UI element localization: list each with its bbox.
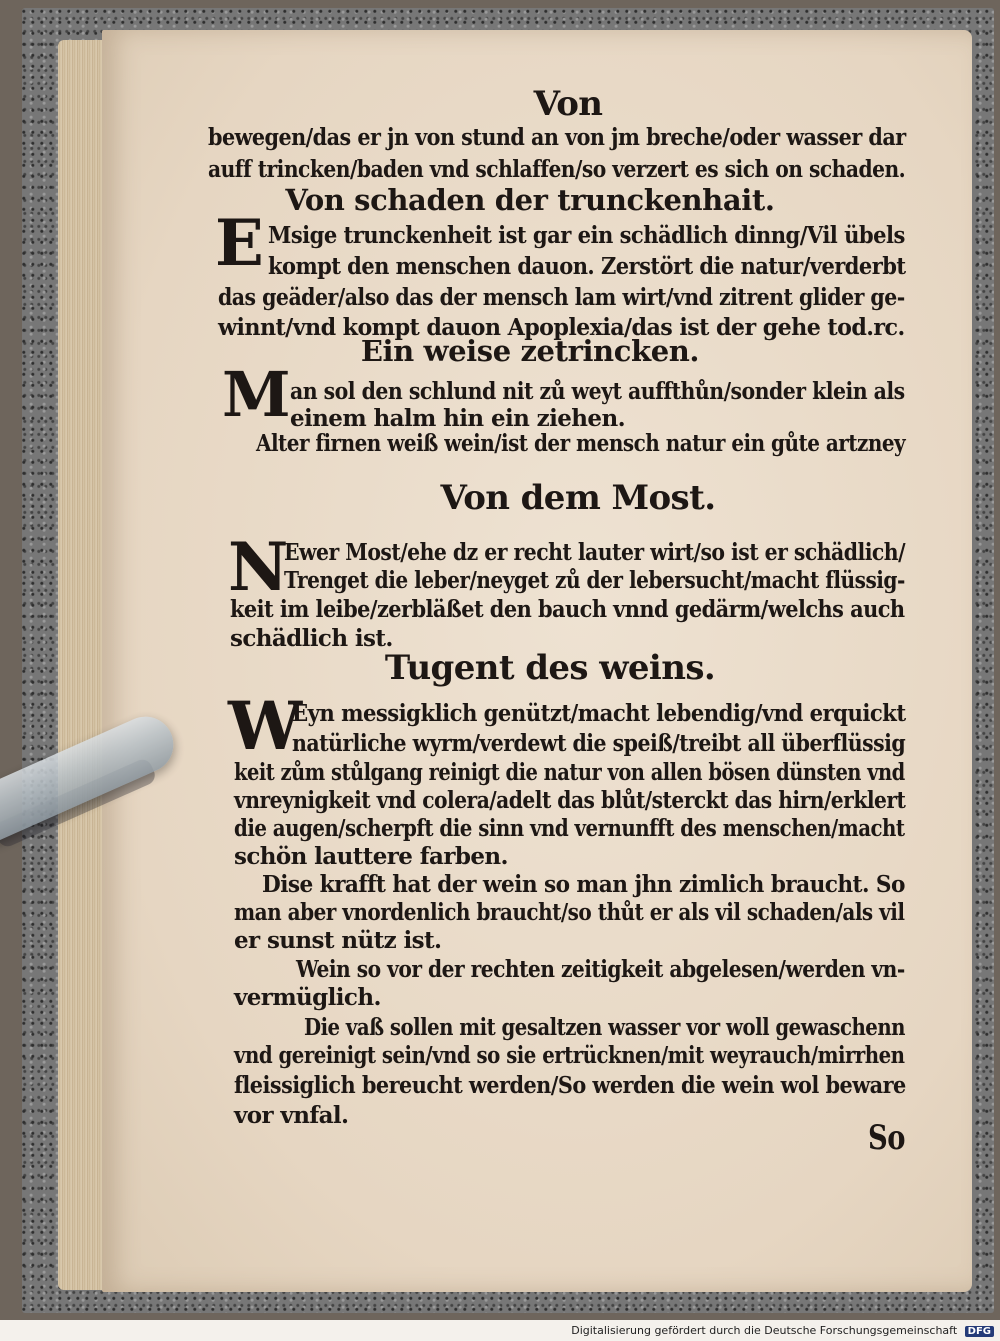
section-heading-3: Von dem Most. (440, 478, 716, 518)
section-heading-1: Von schaden der trunckenhait. (285, 183, 775, 217)
drop-initial-w: W (228, 687, 303, 765)
intro-line-1: bewegen/das er jn von stund an von jm breche/oder wasser dar (208, 124, 906, 151)
section4-line-12: Die vaß sollen mit gesaltzen wasser vor woll gewaschenn (304, 1014, 905, 1041)
section4-line-2: natürliche wyrm/verdewt die speiß/treibt all überflüssig (292, 730, 906, 757)
section1-line-4: winnt/vnd kompt dauon Apoplexia/das ist der gehe tod.rc. (218, 314, 905, 341)
section2-line-1: an sol den schlund nit zů weyt auffthůn/sonder klein als (290, 378, 905, 405)
section4-line-6: schön lauttere farben. (234, 843, 508, 870)
section-heading-4: Tugent des weins. (384, 648, 716, 688)
drop-initial-n: N (228, 528, 289, 606)
section4-line-10: Wein so vor der rechten zeitigkeit abgelesen/werden vn- (296, 956, 905, 983)
section2-line-3: Alter firnen weiß wein/ist der mensch natur ein gůte artzney (256, 430, 906, 457)
section4-line-13: vnd gereinigt sein/vnd so sie ertrücknen/mit weyrauch/mirrhen (234, 1042, 905, 1069)
section-heading-2: Ein weise zetrincken. (360, 334, 700, 368)
section4-line-4: vnreynigkeit vnd colera/adelt das blůt/sterckt das hirn/erklert (234, 787, 906, 814)
dfg-logo-icon: DFG (965, 1326, 994, 1337)
section4-line-15: vor vnfal. (234, 1102, 349, 1129)
footer-credit: Digitalisierung gefördert durch die Deutsche Forschungsgemeinschaft (571, 1324, 958, 1337)
section1-line-1: Msige trunckenheit ist gar ein schädlich dinng/Vil übels (268, 222, 905, 249)
section4-line-9: er sunst nütz ist. (234, 927, 442, 954)
section2-line-2: einem halm hin ein ziehen. (290, 405, 625, 432)
section4-line-14: fleissiglich bereucht werden/So werden die wein wol beware (234, 1072, 906, 1099)
intro-line-2: auff trincken/baden vnd schlaffen/so verzert es sich on schaden. (208, 156, 906, 183)
section3-line-3: keit im leibe/zerbläßet den bauch vnnd gedärm/welchs auch (230, 596, 905, 623)
section3-line-1: Ewer Most/ehe dz er recht lauter wirt/so ist er schädlich/ (284, 539, 906, 566)
running-head: Von (533, 84, 603, 124)
catchword: So (868, 1118, 906, 1158)
drop-initial-e: E (215, 206, 264, 281)
drop-initial-m: M (222, 358, 291, 431)
section1-line-2: kompt den menschen dauon. Zerstört die natur/verderbt (268, 253, 906, 280)
section4-line-8: man aber vnordenlich braucht/so thůt er als vil schaden/als vil (234, 899, 905, 926)
digitization-footer (0, 1324, 994, 1341)
section3-line-4: schädlich ist. (230, 625, 393, 652)
section1-line-3: das geäder/also das der mensch lam wirt/vnd zitrent glider ge- (218, 284, 905, 311)
section4-line-5: die augen/scherpft die sinn vnd vernunfft des menschen/macht (234, 815, 905, 842)
section3-line-2: Trenget die leber/neyget zů der lebersucht/macht flüssig- (284, 567, 905, 594)
section4-line-11: vermüglich. (234, 984, 381, 1011)
section4-line-3: keit zům stůlgang reinigt die natur von allen bösen dünsten vnd (234, 759, 905, 786)
section4-line-7: Dise krafft hat der wein so man jhn zimlich braucht. So (262, 871, 905, 898)
section4-line-1: Eyn messigklich genützt/macht lebendig/vnd erquickt (292, 700, 906, 727)
